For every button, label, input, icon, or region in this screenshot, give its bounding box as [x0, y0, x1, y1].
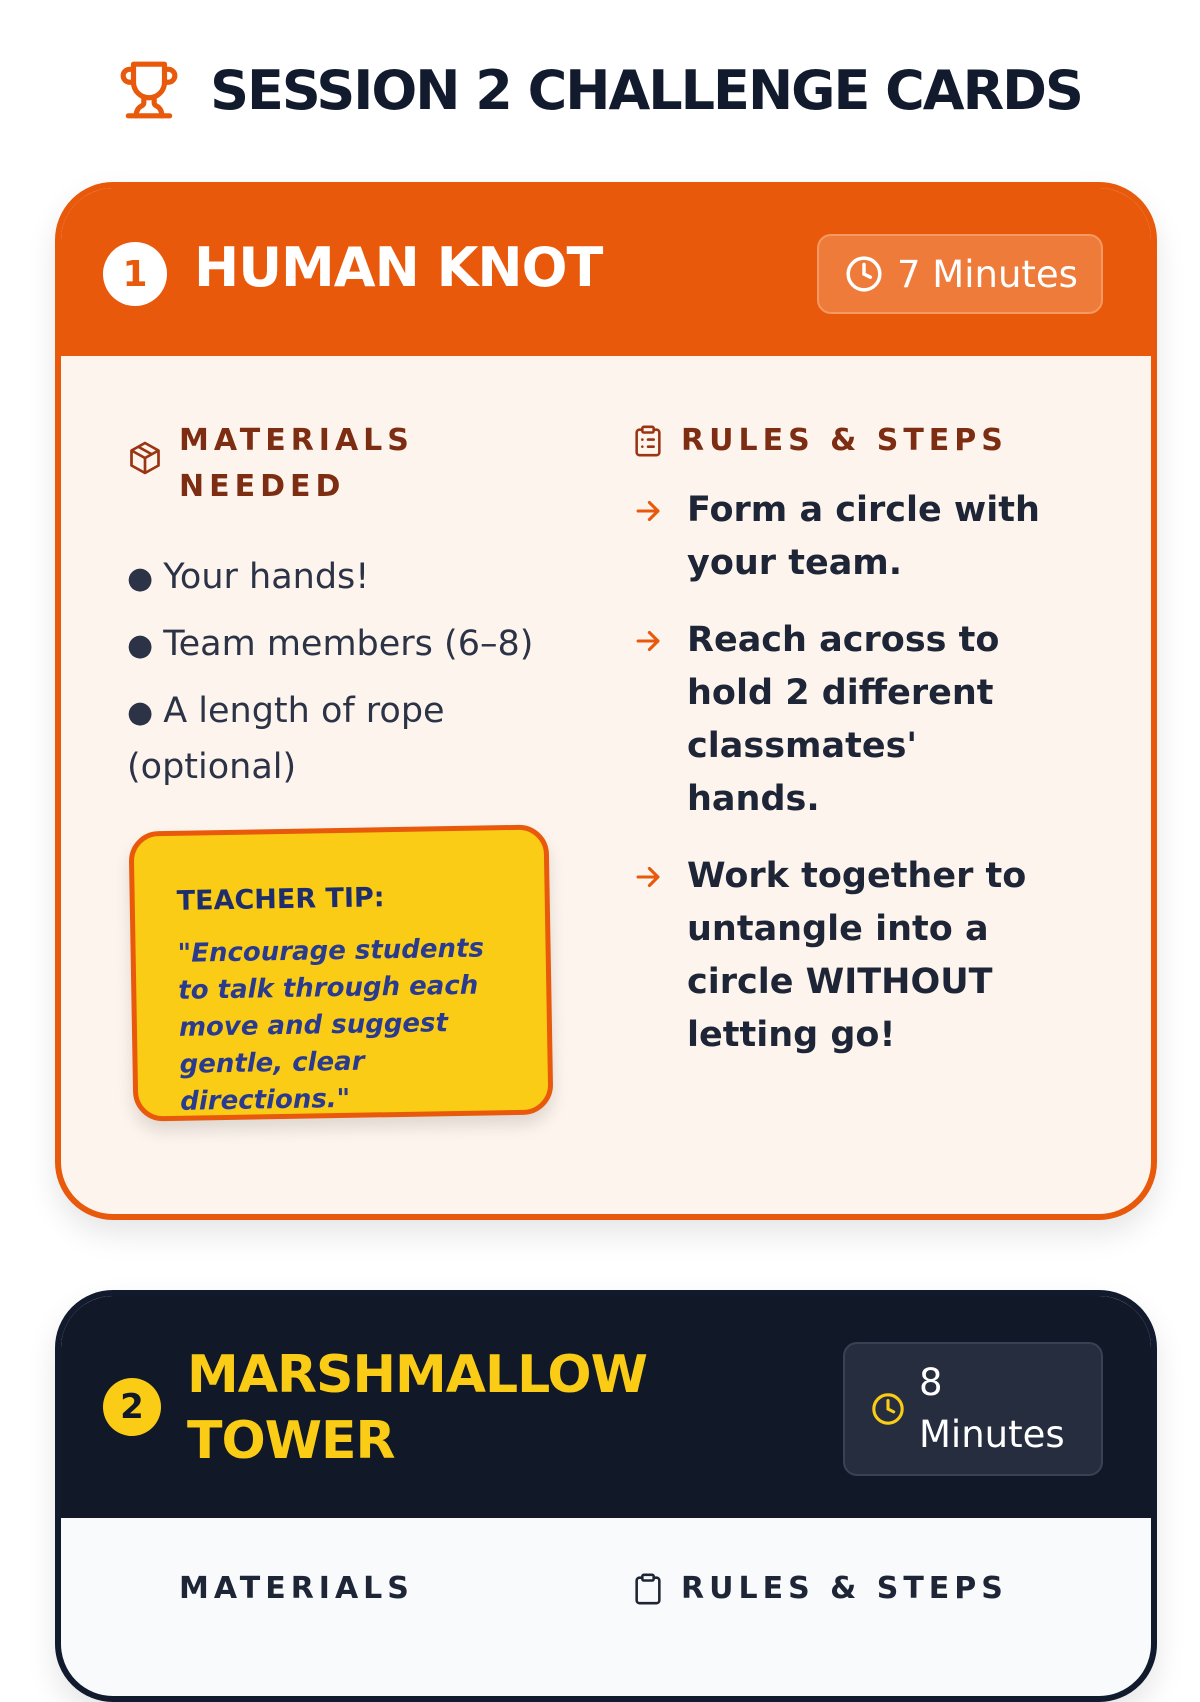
card-title: HUMAN KNOT [194, 236, 603, 299]
materials-heading [127, 418, 567, 510]
rules-heading [631, 418, 1101, 464]
materials-heading [127, 1566, 414, 1612]
tip-label: TEACHER TIP: [176, 882, 385, 917]
card-number-badge: 2 [103, 1378, 161, 1436]
trophy-icon [118, 59, 180, 121]
steps-list [631, 484, 1101, 1062]
arrow-right-icon [631, 860, 665, 894]
tip-text: "Encourage students to talk through each move and suggest gentle, clear directions." [177, 933, 485, 1117]
challenge-card-marshmallow-tower [55, 1290, 1157, 1702]
clock-icon [871, 1392, 905, 1426]
card-title: MARSHMALLOW TOWER [187, 1345, 647, 1471]
materials-list [127, 550, 567, 794]
page-title: SESSION 2 CHALLENGE CARDS [210, 58, 1082, 122]
challenge-card-human-knot [55, 182, 1157, 1220]
list-item: Work together to untangle into a circle WITHOUT letting go! [631, 850, 1101, 1062]
card-number-badge: 1 [103, 242, 167, 306]
materials-section [127, 418, 567, 805]
card-header [61, 188, 1151, 356]
list-item: Reach across to hold 2 different classmates' hands. [631, 614, 1101, 826]
arrow-right-icon [631, 624, 665, 658]
time-badge [817, 234, 1103, 314]
teacher-tip-note [129, 824, 554, 1121]
rules-heading [631, 1566, 1008, 1612]
list-item: ● Team members (6–8) [127, 624, 534, 664]
box-icon [127, 440, 163, 476]
rules-heading-text: RULES & STEPS [681, 1571, 1008, 1606]
arrow-right-icon [631, 494, 665, 528]
clock-icon [845, 255, 883, 293]
materials-heading-text: MATERIALS [179, 1571, 414, 1606]
card-header [61, 1296, 1151, 1518]
rules-section [631, 418, 1101, 1086]
rules-heading-text: RULES & STEPS [681, 423, 1008, 458]
rules-section [631, 1566, 1008, 1612]
time-label: 8 Minutes [919, 1361, 1065, 1456]
page-header [0, 50, 1200, 130]
list-item: ● A length of rope (optional) [127, 691, 445, 787]
materials-section [127, 1566, 414, 1612]
clipboard-icon [631, 1570, 665, 1608]
list-item: ● Your hands! [127, 557, 370, 597]
list-item: Form a circle with your team. [631, 484, 1101, 590]
materials-heading-text: MATERIALS NEEDED [179, 423, 414, 504]
clipboard-icon [631, 422, 665, 460]
time-label: 7 Minutes [897, 252, 1078, 296]
time-badge [843, 1342, 1103, 1476]
